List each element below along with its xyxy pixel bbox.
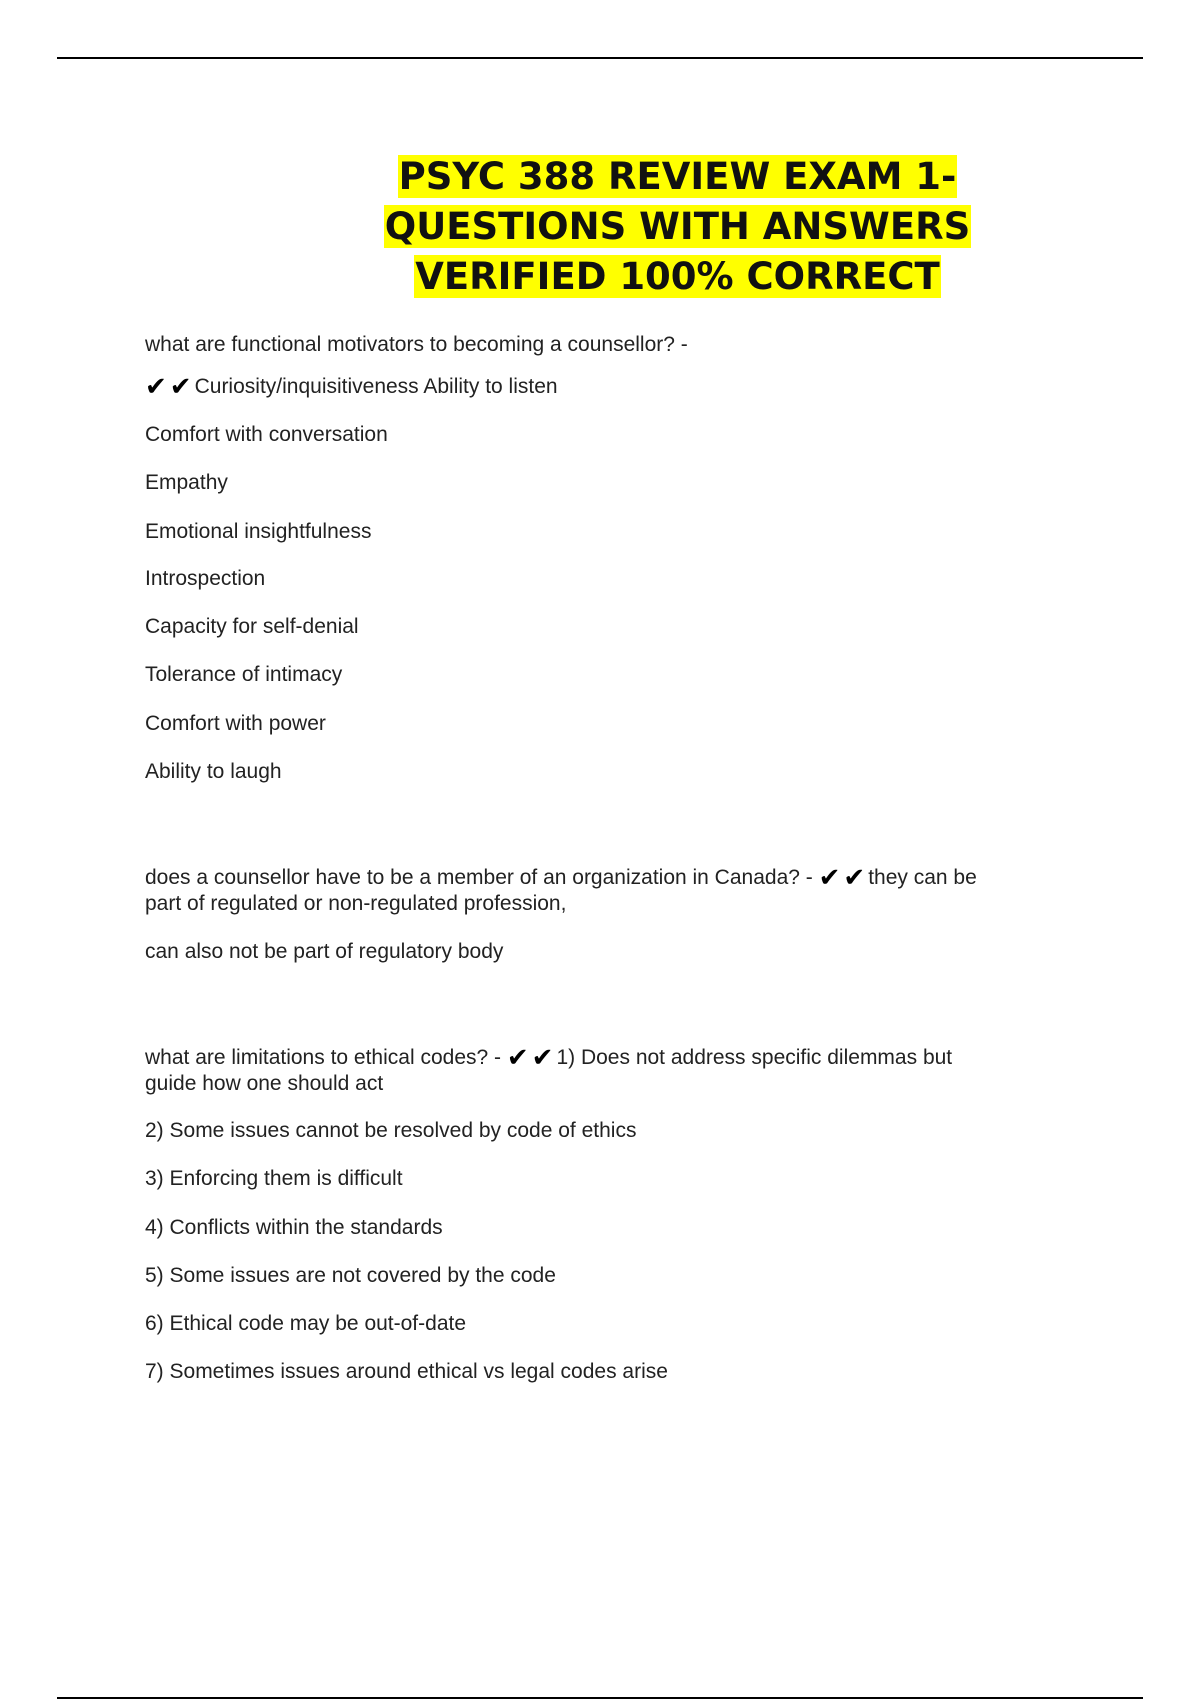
answer-3-item: 6) Ethical code may be out-of-date (145, 1312, 467, 1335)
question-3 (145, 1044, 1045, 1071)
answer-1-item: Introspection (145, 567, 266, 590)
answer-1-item: Capacity for self-denial (145, 615, 359, 638)
answer-3-item: 3) Enforcing them is difficult (145, 1167, 403, 1190)
answer-2-extra: can also not be part of regulatory body (145, 940, 504, 963)
answer-3-continuation: guide how one should act (145, 1072, 384, 1095)
answer-1-first-text: Curiosity/inquisitiveness Ability to listen (194, 375, 558, 398)
bottom-rule (57, 1697, 1143, 1699)
question-2-text: does a counsellor have to be a member of an organization in Canada? - (145, 866, 813, 889)
question-2 (145, 864, 1045, 891)
top-rule (57, 57, 1143, 59)
answer-3-start: 1) Does not address specific dilemmas but (556, 1046, 953, 1069)
answer-3-item: 7) Sometimes issues around ethical vs legal codes arise (145, 1360, 668, 1383)
check-icon: ✔ (818, 862, 841, 892)
answer-1-item: Empathy (145, 471, 228, 494)
check-icon: ✔ (531, 1042, 554, 1072)
answer-1-first (145, 373, 1045, 400)
answer-3-item: 5) Some issues are not covered by the code (145, 1264, 556, 1287)
check-icon: ✔ (145, 371, 167, 401)
answer-1-item: Ability to laugh (145, 760, 282, 783)
title-text: PSYC 388 REVIEW EXAM 1- QUESTIONS WITH ANSWERS VERIFIED 100% CORRECT (384, 155, 971, 298)
check-icon: ✔ (169, 371, 192, 401)
answer-3-item: 4) Conflicts within the standards (145, 1216, 443, 1239)
answer-1-item: Comfort with power (145, 712, 326, 735)
answer-1-item: Emotional insightfulness (145, 520, 372, 543)
document-title (300, 152, 1055, 302)
check-icon: ✔ (843, 862, 866, 892)
answer-2-continuation: part of regulated or non-regulated profession, (145, 892, 567, 915)
question-1: what are functional motivators to becoming a counsellor? - (145, 333, 688, 356)
question-3-text: what are limitations to ethical codes? - (145, 1046, 502, 1069)
answer-1-item: Comfort with conversation (145, 423, 388, 446)
check-icon: ✔ (506, 1042, 529, 1072)
answer-3-item: 2) Some issues cannot be resolved by code of ethics (145, 1119, 637, 1142)
answer-2-start: they can be (868, 866, 977, 889)
answer-1-item: Tolerance of intimacy (145, 663, 343, 686)
